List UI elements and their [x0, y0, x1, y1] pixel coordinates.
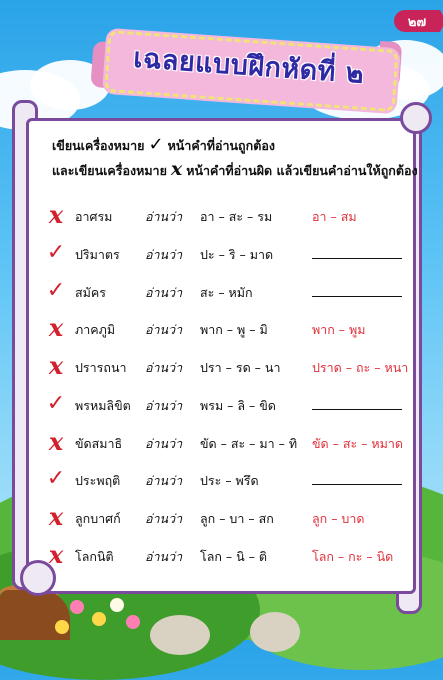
- cross-mark-icon: x: [170, 158, 183, 180]
- word: พรหมลิขิต: [75, 398, 131, 413]
- list-item: [0, 427, 443, 457]
- read-label: อ่านว่า: [145, 247, 183, 262]
- correct-reading: พาก – พูม: [312, 322, 366, 337]
- word: สมัคร: [75, 285, 106, 300]
- check-mark-icon: ✓: [46, 240, 66, 265]
- rock: [150, 615, 210, 655]
- instruction-text: เขียนเครื่องหมาย: [52, 138, 145, 153]
- syllables: สะ – หมัก: [200, 285, 253, 300]
- list-item: [0, 540, 443, 570]
- list-item: [0, 464, 443, 494]
- flower-icon: [92, 612, 106, 626]
- syllables: ประ – พรึด: [200, 473, 259, 488]
- list-item: [0, 238, 443, 268]
- cross-mark-icon: x: [48, 427, 64, 456]
- list-item: [0, 389, 443, 419]
- correct-reading: โลก – กะ – นิด: [312, 549, 394, 564]
- flower-icon: [126, 615, 140, 629]
- word: ปรารถนา: [75, 360, 127, 375]
- rock: [250, 612, 300, 652]
- check-mark-icon: ✓: [46, 466, 66, 491]
- instruction-line-1: [52, 134, 275, 156]
- cross-mark-icon: x: [48, 540, 64, 569]
- syllables: พรม – ลิ – ขิด: [200, 398, 276, 413]
- page-number-badge: ๒๗: [394, 10, 440, 32]
- check-mark-icon: ✓: [46, 278, 66, 303]
- read-label: อ่านว่า: [145, 511, 183, 526]
- list-item: [0, 200, 443, 230]
- read-label: อ่านว่า: [145, 322, 183, 337]
- list-item: [0, 502, 443, 532]
- word: อาศรม: [75, 209, 113, 224]
- correct-reading: ลูก – บาด: [312, 511, 365, 526]
- title-banner: [94, 19, 409, 120]
- flower-icon: [110, 598, 124, 612]
- read-label: อ่านว่า: [145, 285, 183, 300]
- syllables: พาก – พู – มิ: [200, 322, 268, 337]
- correct-reading: ปราด – ถะ – หนา: [312, 360, 409, 375]
- read-label: อ่านว่า: [145, 360, 183, 375]
- syllables: ลูก – บา – สก: [200, 511, 274, 526]
- list-item: [0, 276, 443, 306]
- check-mark-icon: ✓: [148, 134, 164, 155]
- word: โลกนิติ: [75, 549, 114, 564]
- word: ลูกบาศก์: [75, 511, 121, 526]
- cross-mark-icon: x: [48, 502, 64, 531]
- read-label: อ่านว่า: [145, 398, 183, 413]
- syllables: อา – สะ – รม: [200, 209, 273, 224]
- check-mark-icon: ✓: [46, 391, 66, 416]
- instruction-text: และเขียนเครื่องหมาย: [52, 163, 167, 178]
- syllables: โลก – นิ – ติ: [200, 549, 267, 564]
- instruction-text: หน้าคำที่อ่านผิด แล้วเขียนคำอ่านให้ถูกต้อง: [186, 163, 418, 178]
- list-item: [0, 351, 443, 381]
- word: ภาคภูมิ: [75, 322, 116, 337]
- blank-line: [312, 409, 402, 410]
- cross-mark-icon: x: [48, 200, 64, 229]
- read-label: อ่านว่า: [145, 209, 183, 224]
- syllables: ปรา – รด – นา: [200, 360, 281, 375]
- word: ประพฤติ: [75, 473, 121, 488]
- cross-mark-icon: x: [48, 313, 64, 342]
- read-label: อ่านว่า: [145, 436, 183, 451]
- blank-line: [312, 484, 402, 485]
- blank-line: [312, 258, 402, 259]
- instruction-line-2: [52, 158, 418, 181]
- read-label: อ่านว่า: [145, 549, 183, 564]
- page-title: เฉลยแบบฝึกหัดที่ ๒: [132, 42, 366, 90]
- correct-reading: อา – สม: [312, 209, 357, 224]
- read-label: อ่านว่า: [145, 473, 183, 488]
- correct-reading: ขัด – สะ – หมาด: [312, 436, 404, 451]
- word: ปริมาตร: [75, 247, 120, 262]
- flower-icon: [55, 620, 69, 634]
- word: ขัดสมาธิ: [75, 436, 123, 451]
- blank-line: [312, 296, 402, 297]
- list-item: [0, 313, 443, 343]
- scroll-curl: [400, 102, 432, 134]
- cross-mark-icon: x: [48, 351, 64, 380]
- flower-icon: [70, 600, 84, 614]
- syllables: ปะ – ริ – มาด: [200, 247, 274, 262]
- syllables: ขัด – สะ – มา – ทิ: [200, 436, 298, 451]
- instruction-text: หน้าคำที่อ่านถูกต้อง: [167, 138, 275, 153]
